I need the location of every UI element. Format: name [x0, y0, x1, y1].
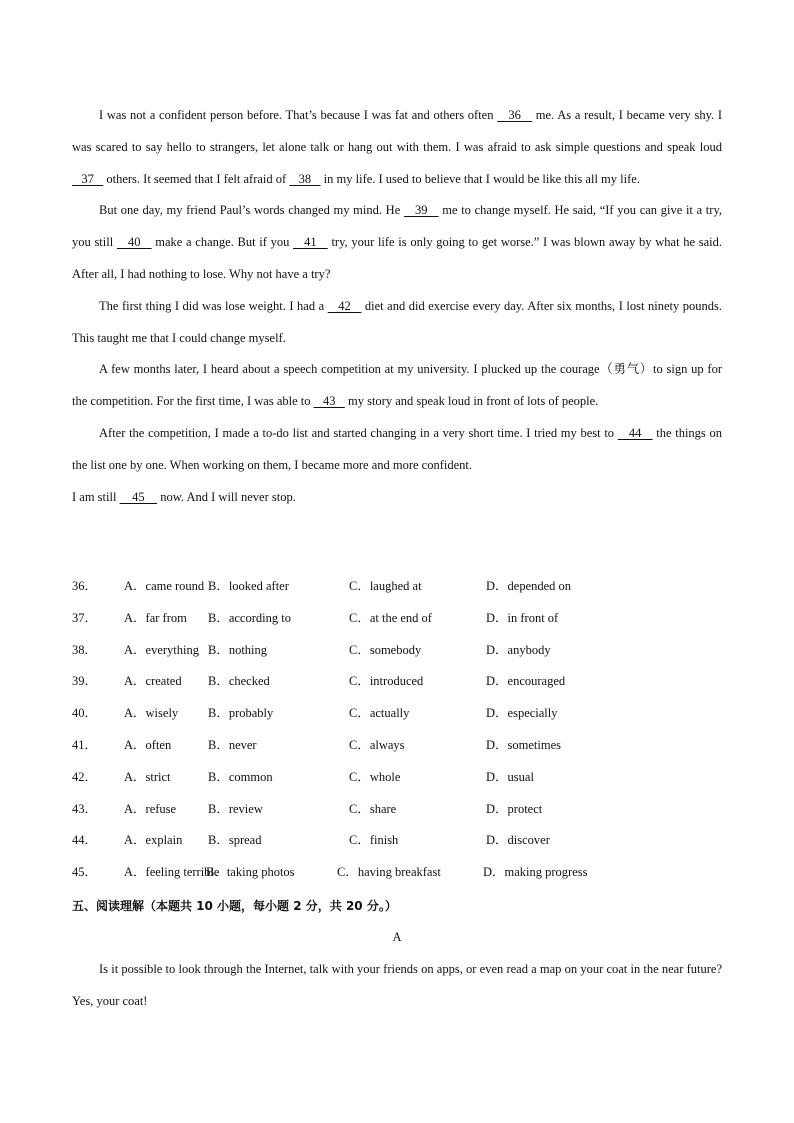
passage-paragraph-6 [72, 482, 722, 514]
section-heading: 五、阅读理解（本题共 10 小题，每小题 2 分，共 20 分。） [72, 899, 397, 913]
passage-text: the things on the list one by one. When working on them, I became more and more confident. [72, 425, 722, 472]
reading-passage [72, 954, 722, 1018]
option-b: B．taking photos [206, 865, 295, 880]
blank-44 [618, 426, 653, 440]
option-a: A．far from [124, 610, 187, 625]
option-d: D．especially [486, 706, 558, 721]
option-d: D．protect [486, 801, 543, 816]
option-d: D．encouraged [486, 674, 566, 689]
passage-text: me. As a result, I became very shy. I was scared to say hello to strangers, let alone talk or hang out with them. I was afraid to ask simple questions and speak loud [72, 108, 723, 154]
option-b: B．spread [208, 833, 262, 848]
option-d: D．in front of [486, 610, 559, 625]
blank-42 [328, 299, 362, 313]
option-c: C．introduced [349, 674, 424, 689]
option-b: B．looked after [208, 579, 289, 593]
option-c: C．share [349, 801, 397, 816]
blank-underline: 45 [119, 489, 158, 504]
passage-paragraph-3 [72, 291, 722, 355]
blank-45 [120, 490, 158, 504]
passage-text: I was not a confident person before. That’s because I was fat and others often [99, 108, 498, 122]
blank-underline: 44 [617, 425, 653, 440]
option-d: D．anybody [486, 642, 551, 657]
question-row-38 [72, 635, 722, 667]
passage-text: in my life. I used to believe that I would be like this all my life. [320, 171, 640, 186]
passage-text: diet and did exercise every day. After six months, I lost ninety pounds. This taught me that I could change myself. [72, 298, 722, 345]
passage-paragraph-5 [72, 418, 722, 482]
question-number: 38． [72, 642, 98, 657]
passage-paragraph-4 [72, 354, 722, 418]
passage-text: make a change. But if you [151, 235, 294, 250]
reading-paragraph-1: Is it possible to look through the Internet, talk with your friends on apps, or even read a map on your coat in the near future? Yes, your coat! [72, 962, 722, 1008]
passage-text: I am still [72, 489, 120, 504]
option-c: C．having breakfast [337, 865, 441, 880]
question-row-37 [72, 603, 722, 635]
option-a: A．feeling terrible [124, 865, 220, 880]
passage-text: me to change myself. He said, “If you can give it a try, you still [72, 203, 723, 250]
option-a: A．created [124, 674, 182, 689]
option-b: B．nothing [208, 642, 268, 657]
passage-text: try, your life is only going to get worse.” I was blown away by what he said. After all, I had nothing to lose. Why not have a try? [72, 235, 723, 281]
blank-underline: 41 [293, 235, 328, 250]
question-row-45 [72, 857, 722, 889]
option-a: A．strict [124, 769, 171, 784]
question-number: 42． [72, 769, 98, 784]
option-a: A．everything [124, 642, 199, 657]
question-row-39 [72, 666, 722, 698]
option-b: B．never [208, 737, 257, 752]
blank-underline: 37 [72, 171, 104, 186]
option-b: B．review [208, 801, 263, 816]
blank-underline: 40 [116, 235, 152, 250]
option-d: D．discover [486, 833, 550, 848]
blank-43 [314, 394, 345, 408]
option-a: A．refuse [124, 801, 177, 816]
question-number: 39． [72, 674, 98, 689]
question-number: 36． [72, 579, 98, 593]
question-row-43 [72, 794, 722, 826]
option-b: B．probably [208, 706, 274, 721]
question-row-41 [72, 730, 722, 762]
question-number: 37． [72, 610, 98, 625]
question-number: 44． [72, 833, 98, 848]
passage-label: A [392, 930, 402, 944]
option-c: C．whole [349, 769, 401, 784]
passage-text: now. And I will never stop. [157, 489, 296, 504]
blank-36 [497, 108, 532, 122]
question-number: 41． [72, 737, 98, 752]
option-c: C．actually [349, 706, 410, 721]
option-c: C．laughed at [349, 579, 422, 593]
passage-text: my story and speak loud in front of lots of people. [344, 394, 599, 409]
option-b: B．according to [208, 610, 291, 625]
option-b: B．checked [208, 674, 270, 689]
blank-37 [72, 172, 103, 186]
option-a: A．came round [124, 579, 205, 593]
option-d: D．sometimes [486, 737, 561, 752]
question-number: 40． [72, 706, 98, 721]
answer-options [72, 571, 722, 889]
cloze-passage [72, 100, 722, 513]
blank-underline: 36 [497, 108, 533, 122]
option-c: C．finish [349, 833, 399, 848]
option-c: C．always [349, 737, 405, 752]
option-d: D．usual [486, 769, 534, 784]
passage-text: After the competition, I made a to-do list and started changing in a very short time. I tried my best to [99, 425, 618, 440]
blank-41 [293, 235, 328, 249]
passage-paragraph-1 [72, 100, 722, 195]
option-d: D．making progress [483, 865, 588, 880]
question-number: 43． [72, 801, 98, 816]
blank-underline: 43 [313, 394, 345, 409]
blank-40 [117, 235, 152, 249]
question-row-42 [72, 762, 722, 794]
option-a: A．often [124, 737, 172, 752]
blank-underline: 39 [403, 203, 439, 218]
question-number: 45． [72, 865, 98, 880]
blank-39 [404, 203, 439, 217]
blank-underline: 38 [289, 171, 321, 186]
question-row-44 [72, 825, 722, 857]
option-b: B．common [208, 769, 273, 784]
passage-text: But one day, my friend Paul’s words changed my mind. He [99, 203, 404, 218]
blank-38 [289, 172, 320, 186]
passage-text: The first thing I did was lose weight. I had a [99, 298, 328, 313]
blank-underline: 42 [327, 298, 362, 313]
passage-text: A few months later, I heard about a speech competition at my university. I plucked up the courage（勇气）to sign up for the competition. For the first time, I was able to [72, 362, 722, 409]
question-row-36 [72, 571, 722, 603]
option-d: D．depended on [486, 579, 572, 593]
option-c: C．somebody [349, 642, 422, 657]
question-row-40 [72, 698, 722, 730]
passage-text: others. It seemed that I felt afraid of [103, 171, 290, 186]
passage-paragraph-2 [72, 195, 722, 290]
option-a: A．wisely [124, 706, 179, 721]
option-c: C．at the end of [349, 610, 432, 625]
option-a: A．explain [124, 833, 183, 848]
